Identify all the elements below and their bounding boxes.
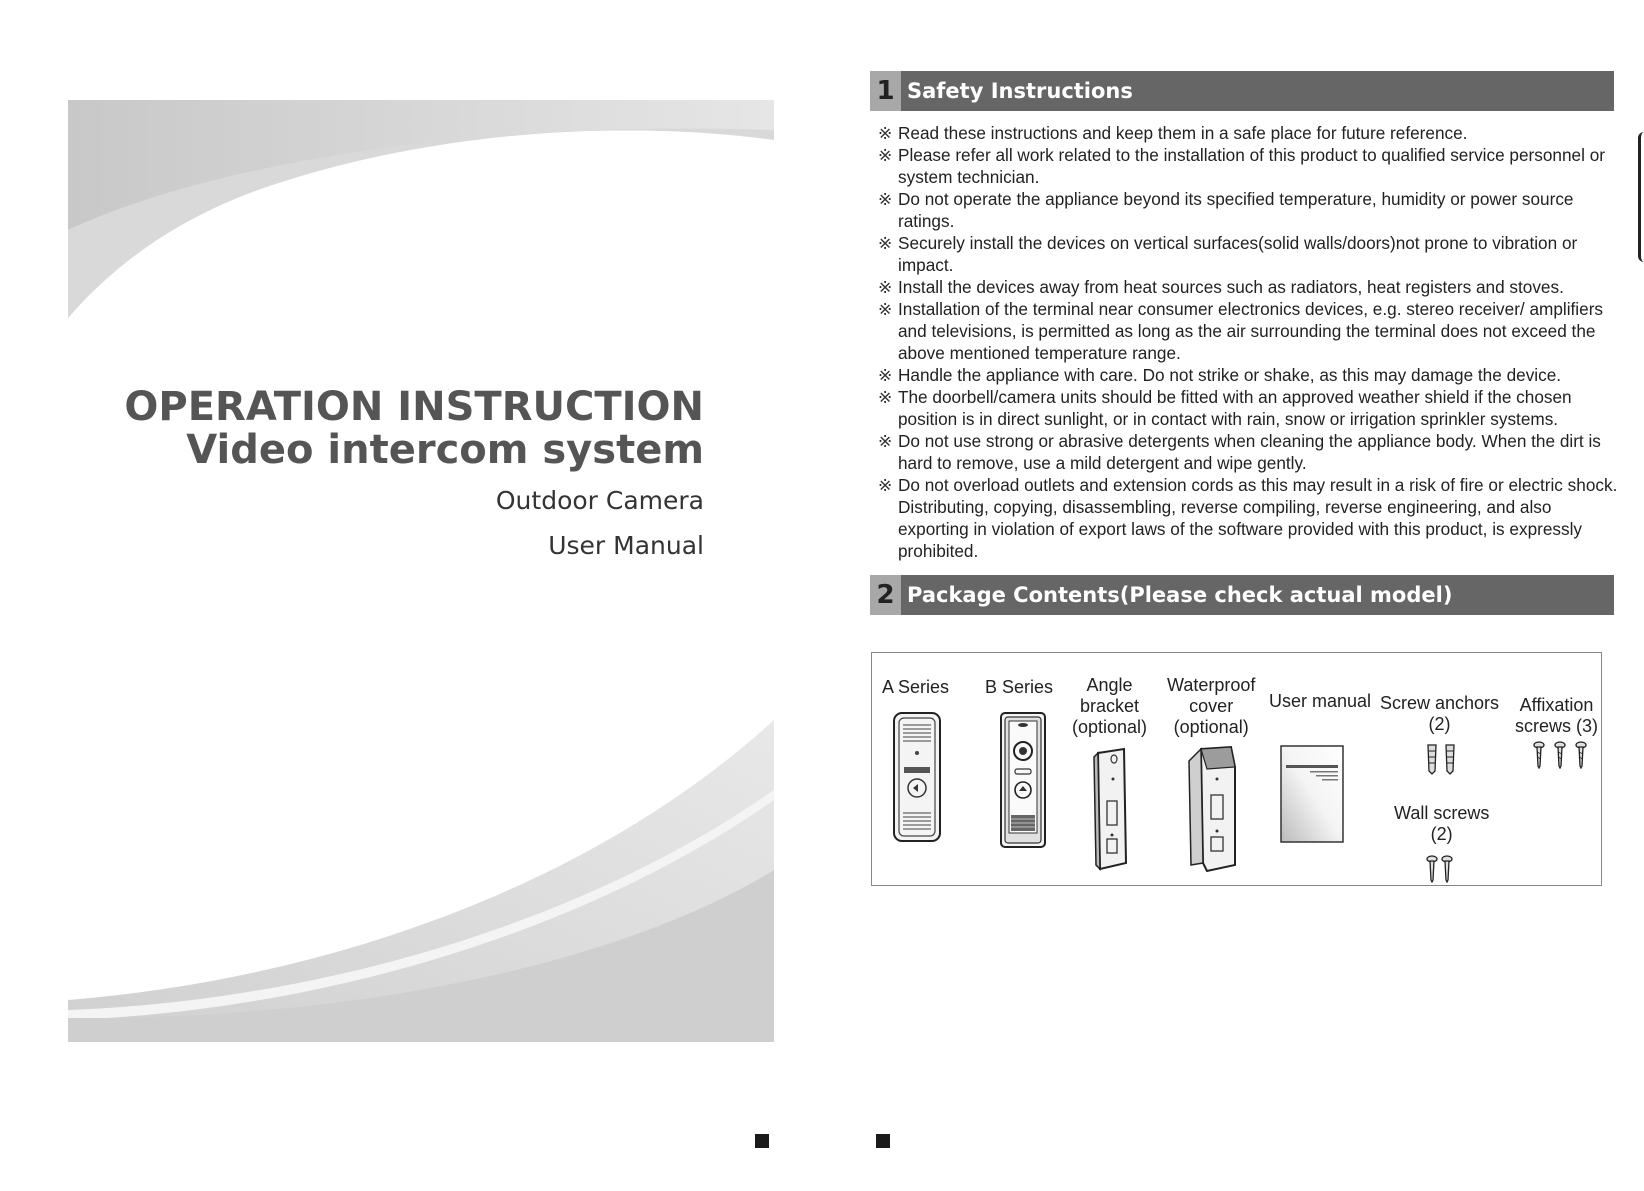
- label-b-series: B Series: [985, 677, 1054, 697]
- reference-mark-icon: ※: [878, 475, 893, 495]
- reference-mark-icon: ※: [878, 145, 893, 165]
- safety-instructions-list: [878, 122, 1624, 562]
- safety-item: ※ Installation of the terminal near consumer electronics devices, e.g. stereo receiver/ amplifiers and televisions, is permitted as long as the air surrounding the terminal does not exceed the above mentioned temperature range.: [878, 299, 1604, 363]
- registration-mark: [876, 1134, 890, 1148]
- section-title: Package Contents(Please check actual model): [907, 583, 1453, 607]
- wall-screw-icon: [1425, 855, 1455, 883]
- section-title: Safety Instructions: [907, 79, 1133, 103]
- page-edge-mark: [1638, 132, 1644, 262]
- reference-mark-icon: ※: [878, 299, 893, 319]
- screw-anchor-icon: [1425, 743, 1459, 775]
- label-angle-bracket: Angle bracket (optional): [1072, 675, 1148, 737]
- user-manual-icon: [1280, 745, 1344, 843]
- cover-swoosh-graphic: [68, 100, 774, 1042]
- cover-title-main: OPERATION INSTRUCTION: [124, 384, 704, 430]
- b-series-camera-icon: [999, 711, 1047, 849]
- safety-item: ※ Do not overload outlets and extension cords as this may result in a risk of fire or electric shock. Distributing, copying, disassembling, reverse compiling, reverse engineering, and also exporting in violation of export laws of the software provided with this product, is expressly prohibited.: [878, 475, 1618, 561]
- label-screw-anchors: Screw anchors (2): [1380, 693, 1500, 734]
- safety-item: ※ Do not operate the appliance beyond its specified temperature, humidity or power source ratings.: [878, 189, 1574, 231]
- reference-mark-icon: ※: [878, 189, 893, 209]
- label-affixation-screws: Affixation screws (3): [1515, 695, 1599, 736]
- reference-mark-icon: ※: [878, 431, 893, 451]
- reference-mark-icon: ※: [878, 277, 893, 297]
- cover-product-name: Outdoor Camera: [495, 486, 704, 515]
- label-a-series: A Series: [882, 677, 950, 697]
- safety-item: ※ Securely install the devices on vertical surfaces(solid walls/doors)not prone to vibration or impact.: [878, 233, 1578, 275]
- reference-mark-icon: ※: [878, 365, 893, 385]
- angle-bracket-icon: [1090, 747, 1130, 871]
- label-user-manual: User manual: [1269, 691, 1372, 711]
- safety-item: ※ Read these instructions and keep them in a safe place for future reference.: [878, 123, 1468, 143]
- label-waterproof-cover: Waterproof cover (optional): [1167, 675, 1256, 737]
- package-section-header: [870, 575, 1614, 615]
- safety-item: ※ The doorbell/camera units should be fitted with an approved weather shield if the chosen position is in direct sunlight, or in contact with rain, snow or irrigation sprinkler systems.: [878, 387, 1572, 429]
- safety-item: ※ Handle the appliance with care. Do not strike or shake, as this may damage the device.: [878, 365, 1562, 385]
- cover-title-block: [124, 386, 704, 560]
- cover-title-sub: Video intercom system: [186, 427, 704, 473]
- reference-mark-icon: ※: [878, 233, 893, 253]
- cover-doc-type: User Manual: [548, 531, 704, 560]
- label-wall-screws: Wall screws (2): [1394, 803, 1490, 844]
- section-number: 1: [870, 71, 901, 111]
- a-series-camera-icon: [892, 711, 942, 843]
- safety-section-header: [870, 71, 1614, 111]
- waterproof-cover-icon: [1183, 745, 1239, 875]
- affixation-screw-icon: [1532, 741, 1590, 769]
- registration-mark: [755, 1134, 769, 1148]
- safety-item: ※ Do not use strong or abrasive detergents when cleaning the appliance body. When the dirt is hard to remove, use a mild detergent and wipe gently.: [878, 431, 1601, 473]
- section-number: 2: [870, 575, 901, 615]
- reference-mark-icon: ※: [878, 387, 893, 407]
- package-contents-box: [871, 652, 1602, 886]
- safety-item: ※ Please refer all work related to the installation of this product to qualified service personnel or system technician.: [878, 145, 1605, 187]
- safety-item: ※ Install the devices away from heat sources such as radiators, heat registers and stoves.: [878, 277, 1564, 297]
- reference-mark-icon: ※: [878, 123, 893, 143]
